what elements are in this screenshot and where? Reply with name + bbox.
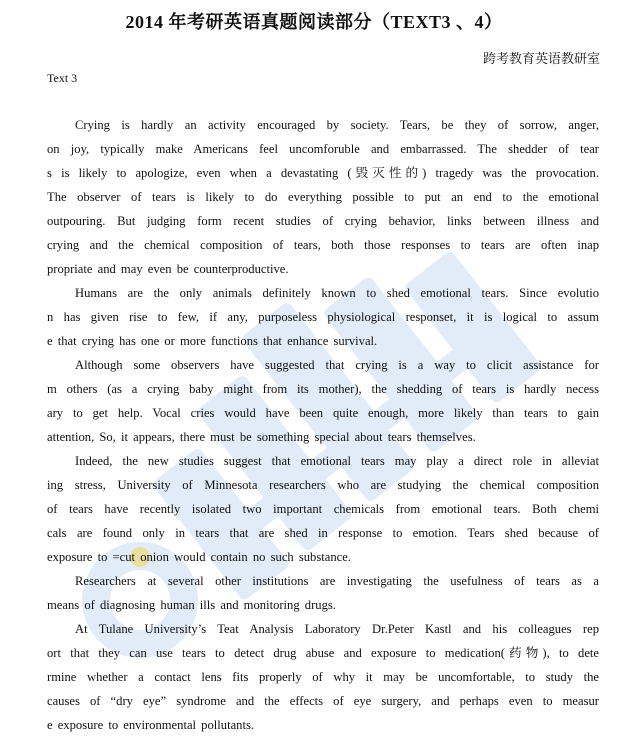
text-line: cals are found only in tears that are shed in response to emotion. Tears shed because of — [47, 526, 599, 540]
text-line: causes of “dry eye” syndrome and the effects of eye surgery, and perhaps even to measur — [47, 694, 599, 708]
section-label: Text 3 — [47, 71, 78, 85]
paragraph-6 — [47, 617, 599, 737]
text-line: propriate and may even be counterproductive. — [47, 262, 289, 276]
text-line: s is likely to apologize, even when a devastating (毁灭性的) tragedy was the provocation. — [47, 166, 599, 180]
paragraph-4 — [47, 449, 599, 569]
paragraph-1 — [47, 113, 599, 281]
page-title: 2014 年考研英语真题阅读部分（TEXT3 、4） — [125, 12, 503, 32]
text-line: ort that they can use tears to detect drug abuse and exposure to medication(药物), to dete — [47, 646, 599, 660]
text-line: Indeed, the new studies suggest that emotional tears may play a direct role in alleviat — [75, 454, 599, 468]
text-line: At Tulane University’s Teat Analysis Laboratory Dr.Peter Kastl and his colleagues rep — [75, 622, 599, 636]
text-line: e exposure to environmental pollutants. — [47, 718, 255, 732]
text-line: means of diagnosing human ills and monitoring drugs. — [47, 598, 336, 612]
text-line: e that crying has one or more functions that enhance survival. — [47, 334, 378, 348]
text-line: on joy, typically make Americans feel uncomforuble and embarrassed. The shedder of tear — [47, 142, 599, 156]
paragraph-3 — [47, 353, 599, 449]
text-line: of tears have recently isolated two important chemicals from emotional tears. Both chemi — [47, 502, 599, 516]
text-line: The observer of tears is likely to do everything possible to put an end to the emotional — [47, 190, 599, 204]
article-body — [47, 113, 599, 737]
paragraph-2 — [47, 281, 599, 353]
text-line: Although some observers have suggested that crying is a way to clicit assistance for — [75, 358, 599, 372]
text-line: ing stress, University of Minnesota researchers who are studying the chemical composition — [47, 478, 599, 492]
text-line: outpouring. But judging form recent studies of crying behavior, links between illness and — [47, 214, 599, 228]
publisher-label: 跨考教育英语教研室 — [482, 51, 600, 66]
text-line: crying and the chemical composition of tears, both those responses to tears are often inap — [47, 238, 599, 252]
text-line: m others (as a crying baby might from its mother), the shedding of tears is hardly necess — [47, 382, 599, 396]
paragraph-5 — [47, 569, 599, 617]
text-line: exposure to =cut onion would contain no such substance. — [47, 550, 351, 564]
text-line: Crying is hardly an activity encouraged by society. Tears, be they of sorrow, anger, — [75, 118, 599, 132]
text-line: ary to get help. Vocal cries would have been quite enough, more likely than tears to gain — [47, 406, 599, 420]
text-line: rmine whether a contact lens fits properly of why it may be uncomfortable, to study the — [47, 670, 599, 684]
text-line: attention, So, it appears, there must be something special about tears themselves. — [47, 430, 476, 444]
text-line: Researchers at several other institutions are investigating the usefulness of tears as a — [75, 574, 599, 588]
text-line: n has given rise to few, if any, purposeless physiological responset, it is logical to assum — [47, 310, 599, 324]
text-line: Humans are the only animals definitely known to shed emotional tears. Since evolutio — [75, 286, 599, 300]
